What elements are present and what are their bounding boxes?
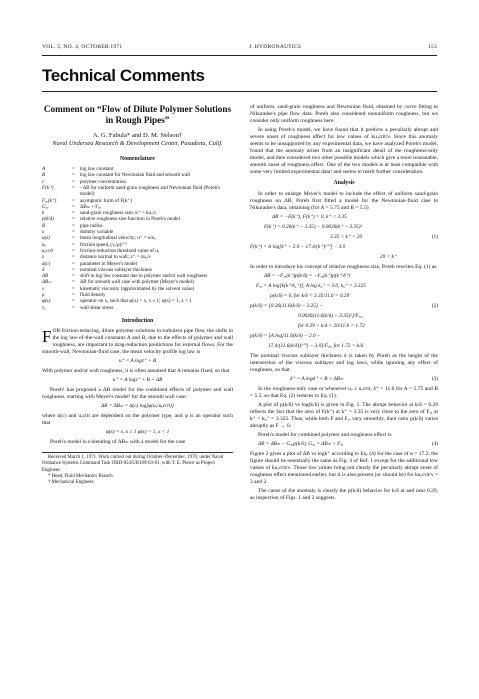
footnotes (42, 452, 233, 485)
page-number: 153 (428, 44, 437, 50)
equals-sign: = (72, 210, 75, 217)
equals-sign: = (72, 266, 75, 273)
equation-4-number: (4) (431, 441, 438, 448)
right-column (250, 104, 438, 505)
nomenclature-heading: Nomenclature (120, 156, 155, 162)
equals-sign: = (72, 260, 75, 267)
equals-sign: = (72, 298, 75, 305)
equals-sign: = (72, 184, 75, 191)
equation-2-line-5: 0.0026(11.6(k/δ) − 3.35)²]/Fₔₐ, (298, 312, 363, 319)
intro-paragraph-5: Poreh's model is a blending of ΔBₘ with a model for the case (50, 439, 186, 446)
nomenclature-symbol: Gₔₐ (42, 203, 49, 210)
nomenclature-symbol: φ(x) (42, 298, 51, 305)
equals-sign: = (72, 203, 75, 210)
section-rule (42, 91, 437, 92)
footnote-author-1: * Head, Fluid Mechanics Branch. (48, 473, 114, 479)
nomenclature-definition: sand-grain roughness size; k⁺ = kuₒ/ν (80, 210, 157, 217)
nomenclature-row (42, 305, 233, 311)
intro-paragraph-1: FOR friction-reducing, dilute polymer solutions in turbulent pipe flow, the shifts in the log law-of-the-wall constants A and B, due to the effects of polymer and wall roughness, are important to drag-reduction predictions for external flows. For the smooth-wall, Newtonian-fluid case, the mean velocity profile log law is (42, 326, 233, 356)
equation-2-line-6: for 0.29 < k/δ < 20/11.6 = 1.72 (298, 322, 365, 329)
equals-sign: = (72, 304, 75, 311)
analysis-paragraph-2: In order to introduce his concept of relative roughness size, Poreh rewrites Eq. (1) as (250, 263, 437, 270)
nomenclature-definition: kinematic viscosity (approximated by the solvent value) (80, 285, 195, 292)
journal-name: J. HYDRONAUTICS (249, 44, 302, 50)
nomenclature-symbol: x (42, 229, 45, 236)
nomenclature-definition: friction-reduction threshold value of uₒ (80, 247, 160, 254)
equation-1-line-5: 20 < k⁺ (380, 253, 397, 260)
nomenclature-symbol: uₒcrit (42, 247, 54, 254)
nomenclature-definition: pipe radius (80, 222, 103, 229)
equation-3: δ⁺ = A logδ⁺ + B + ΔBₘ (3) (290, 375, 438, 382)
nomenclature-definition: mean longitudinal velocity; u⁺ = u/uₒ (80, 235, 156, 242)
nomenclature-definition: friction speed, (τₒ/ρ)¹ᐟ² (80, 241, 127, 248)
nomenclature-symbol: F(k⁺) (42, 184, 54, 191)
footnote-author-2: † Mechanical Engineer. (48, 479, 95, 485)
nomenclature-symbol: k (42, 210, 45, 217)
introduction-heading: Introduction (121, 317, 154, 324)
article-title: Comment on “Flow of Dilute Polymer Solutions in Rough Pipes” (43, 104, 232, 125)
equation-3-number: (3) (431, 375, 438, 382)
section-title: Technical Comments (42, 66, 205, 85)
nomenclature-definition: log law constant (80, 166, 114, 173)
nomenclature-symbol: τₒ (42, 304, 46, 311)
nomenclature-table (42, 166, 233, 311)
nomenclature-definition: operator on x, such that φ(x) = x, x ≥ 1; φ(x) = 1, x < 1 (80, 298, 192, 305)
footnote-received: Received March 1, 1971. Work carried out during October–December, 1970, under Naval Ordnance Systems Command Task ORD-054/UR109-03-01, with T. E. Pierce as Project Engineer. (42, 455, 224, 473)
nomenclature-symbol: z (42, 254, 44, 261)
analysis-paragraph-3: The nominal viscous sublayer thickness δ is taken by Poreh as the height of the intersection of the viscous sublayer and log laws, while ignoring any effect of roughness, so that (250, 352, 438, 373)
analysis-paragraph-7: Figure 2 gives a plot of ΔB vs logk⁺ according to Eq. (4) for the case of α = 17.2; the figure should be essentially the same as Fig. 4 of Ref. 1 except for the additional low values of kuₒcrit/ν. Those low values bring out clearly the peculiarly abrupt onset of roughness effect mentioned earlier, but it is also present (or should be) for kuₒcrit/ν = 3 and 2. (250, 451, 438, 486)
intro-paragraph-3: Poreh¹ has proposed a ΔB model for the combined effects of polymer and wall roughness, starting with Meyer's model² for the smooth wall case: (42, 387, 233, 401)
nomenclature-symbol: A (42, 166, 46, 173)
equals-sign: = (72, 291, 75, 298)
analysis-paragraph-6: Poreh's model for combined polymer and roughness effect is (258, 432, 392, 439)
analysis-paragraph-4: In the roughness-only case or whenever uₒ ≤ uₒcrit, δ⁺ = 11.6 for A = 5.75 and B = 5.5, so that Eq. (2) reduces to Eq. (1). (250, 385, 438, 399)
equation-2-line-7: p(k/δ) = [A log[11.6(k/δ) − 2.0 − (250, 332, 321, 339)
equation-1-number: (1) (431, 233, 438, 240)
nomenclature-definition: log law constant for Newtonian fluid and smooth wall (80, 172, 191, 179)
nomenclature-definition: −ΔB for uniform sand-grain roughness and Newtonian fluid (Poreh's model) (80, 184, 221, 198)
nomenclature-symbol: B (42, 172, 46, 179)
nomenclature-definition: fluid density (80, 291, 106, 298)
analysis-heading: Analysis (333, 180, 355, 187)
nomenclature-definition: nominal viscous sublayer thickness (80, 266, 153, 273)
equals-sign: = (72, 197, 75, 204)
equals-sign: = (72, 229, 75, 236)
equation-log-law: u⁺ = A logz⁺ + B (118, 358, 157, 365)
nomenclature-row (42, 185, 233, 198)
equation-1-line-4: F(k⁺) = A log[k⁺ − 2.0 − 17.4/(k⁺)¹ᐟ³] − 3.0 (250, 243, 346, 250)
equals-sign: = (72, 178, 75, 185)
equals-sign: = (72, 273, 75, 280)
nomenclature-symbol: δ (42, 266, 45, 273)
equation-2-number: (2) (431, 302, 438, 309)
equation-phi-operator: φ(x) = x, x ≥ 1 φ(x) = 1, x < 1 (105, 429, 170, 436)
equals-sign: = (72, 235, 75, 242)
equals-sign: = (72, 172, 75, 179)
equation-2-line-2: Fₔₐ = A log[k(k⁺/k₀⁺)], A log k₀⁺ = 3.0, k₀⁺ = 3.325 (256, 282, 366, 289)
equals-sign: = (72, 247, 75, 254)
nomenclature-symbol: ΔB (42, 273, 49, 280)
equation-1-line-2: F(k⁺) = 0.26(k⁺ − 3.35) − 0.0026(k⁺ − 3.35)² (264, 223, 363, 230)
header-rule (42, 55, 437, 56)
nomenclature-symbol: ΔBₘ (42, 279, 52, 286)
equals-sign: = (72, 166, 75, 173)
equation-shifted-log-law: u⁺ = A logz⁺ + B + ΔB (112, 377, 163, 384)
nomenclature-definition: ΔBₘ + Fₔₐ (80, 203, 101, 210)
nomenclature-symbol: ρ (42, 291, 45, 298)
right-paragraph-1: of uniform, sand-grain roughness and Newtonian fluid, obtained by curve fitting to Nikuradse's pipe flow data. Poreh also considered nonuniform roughness, but we consider only uniform roughness here. (250, 104, 438, 125)
article-authors: A. G. Fabula* and D. M. Nelson† (92, 132, 183, 139)
nomenclature-symbol: R (42, 222, 46, 229)
nomenclature-definition: dummy variable (80, 229, 114, 236)
nomenclature-symbol: Fₔₐ(k⁺) (42, 197, 57, 204)
volume-info: VOL. 5, NO. 4, OCTOBER 1971 (42, 44, 123, 50)
analysis-paragraph-5: A plot of p(k/δ) vs log(k/δ) is given in Fig. 1. The abrupt behavior at k/δ = 0.29 reflects the fact that the zero of F(k⁺) at k⁺ = 3.35 is very close to the zero of Fₔₐ at k⁺ = k₀⁺ = 3.325. Thus, while both F and Fₔₐ vary smoothly, their ratio p(k/δ) varies abruptly as F → 0. (250, 401, 438, 430)
equation-2-line-3: p(k/δ) = 0, for k/δ < 3.35/11.6 = 0.29 (270, 292, 350, 299)
intro-paragraph-4: where α(c) and uₒcrit are dependent on the polymer type, and φ is an operator such that (42, 413, 233, 427)
nomenclature-definition: ΔB for smooth wall case with polymer (Meyer's model) (80, 279, 194, 286)
nomenclature-symbol: c (42, 178, 45, 185)
nomenclature-definition: wall shear stress (80, 304, 114, 311)
nomenclature-definition: parameter in Meyer's model (80, 260, 138, 267)
equation-1-line-3: 3.35 < k⁺ < 20 (1) (330, 233, 438, 240)
nomenclature-definition: shift in log law constant due to polymer and/or wall roughness (80, 273, 208, 280)
equals-sign: = (72, 279, 75, 286)
running-head (42, 44, 437, 50)
equation-meyer-model: ΔB = ΔBₘ = α(c) log[φ(uₒ/uₒcrit)] (101, 403, 174, 410)
analysis-paragraph-8: The cause of the anomaly is clearly the p(k/δ) behavior for k/δ at and near 0.29, as inspection of Figs. 1 and 2 suggests. (250, 488, 438, 502)
nomenclature-symbol: uₒ (42, 241, 47, 248)
nomenclature-definition: relative roughness size function in Poreh's model (80, 216, 180, 223)
equation-2-line-4: p(k/δ) = [0.26(11.6(k/δ) − 3.25] − (2) (250, 302, 438, 309)
intro-paragraph-2: With polymer and/or wall roughness, it is often assumed that A remains fixed, so that (42, 368, 230, 375)
equation-2-line-8: 17.4/(11.6(k/δ))¹ᐟ³] − 3.0]/Fₔₐ, for 1.72 < k/δ (268, 342, 363, 349)
equation-2-line-1: ΔB = −Fₔₐ(k⁺)p(k/δ) = −Fₔₐ(k⁺)p(k⁺/δ⁺) (264, 272, 351, 279)
right-paragraph-2: In using Poreh's model, we have found that it predicts a peculiarly abrupt and severe onset of roughness effect for low values of kuₒcrit/ν. Since this anomaly seems to be unsupported by any experimental data, we have analyzed Poreh's model, found that the anomaly arises from an insignificant detail of the roughness-only model, and then considered two other possible models which give a more reasonable, smooth onset of roughness effect. One of the two models is at least compatible with some very limited experimental data³ and seems to merit further consideration. (250, 127, 438, 176)
nomenclature-definition: asymptotic form of F(k⁺) (80, 197, 132, 204)
nomenclature-symbol: ν (42, 285, 45, 292)
article-affiliation: Naval Undersea Research & Development Center, Pasadena, Calif. (52, 140, 223, 147)
equals-sign: = (72, 254, 75, 261)
equation-4: ΔB = ΔBₘ − Gₔₐp(k/δ), Gₔₐ = ΔBₘ + Fₔₐ (4) (258, 441, 438, 448)
equals-sign: = (72, 216, 75, 223)
analysis-paragraph-1: In order to enlarge Meyer's model to include the effect of uniform sand-grain roughness on ΔB, Poreh first fitted a model for the Newtonian-fluid case to Nikuradse's data, obtaining (for A = 5.75 and B = 5.5) (250, 190, 438, 211)
equals-sign: = (72, 285, 75, 292)
nomenclature-symbol: p(k/δ) (42, 216, 54, 223)
nomenclature-symbol: u(z) (42, 235, 50, 242)
nomenclature-symbol: α(c) (42, 260, 51, 267)
equals-sign: = (72, 241, 75, 248)
left-column (42, 104, 233, 486)
drop-cap: F (42, 326, 52, 346)
nomenclature-definition: distance normal to wall; z⁺ = zuₒ/ν (80, 254, 151, 261)
equals-sign: = (72, 222, 75, 229)
nomenclature-definition: polymer concentration (80, 178, 126, 185)
equation-1-line-1: ΔB = −F(k⁺), F(k⁺) = 0, k⁺ < 3.35 (272, 213, 347, 220)
